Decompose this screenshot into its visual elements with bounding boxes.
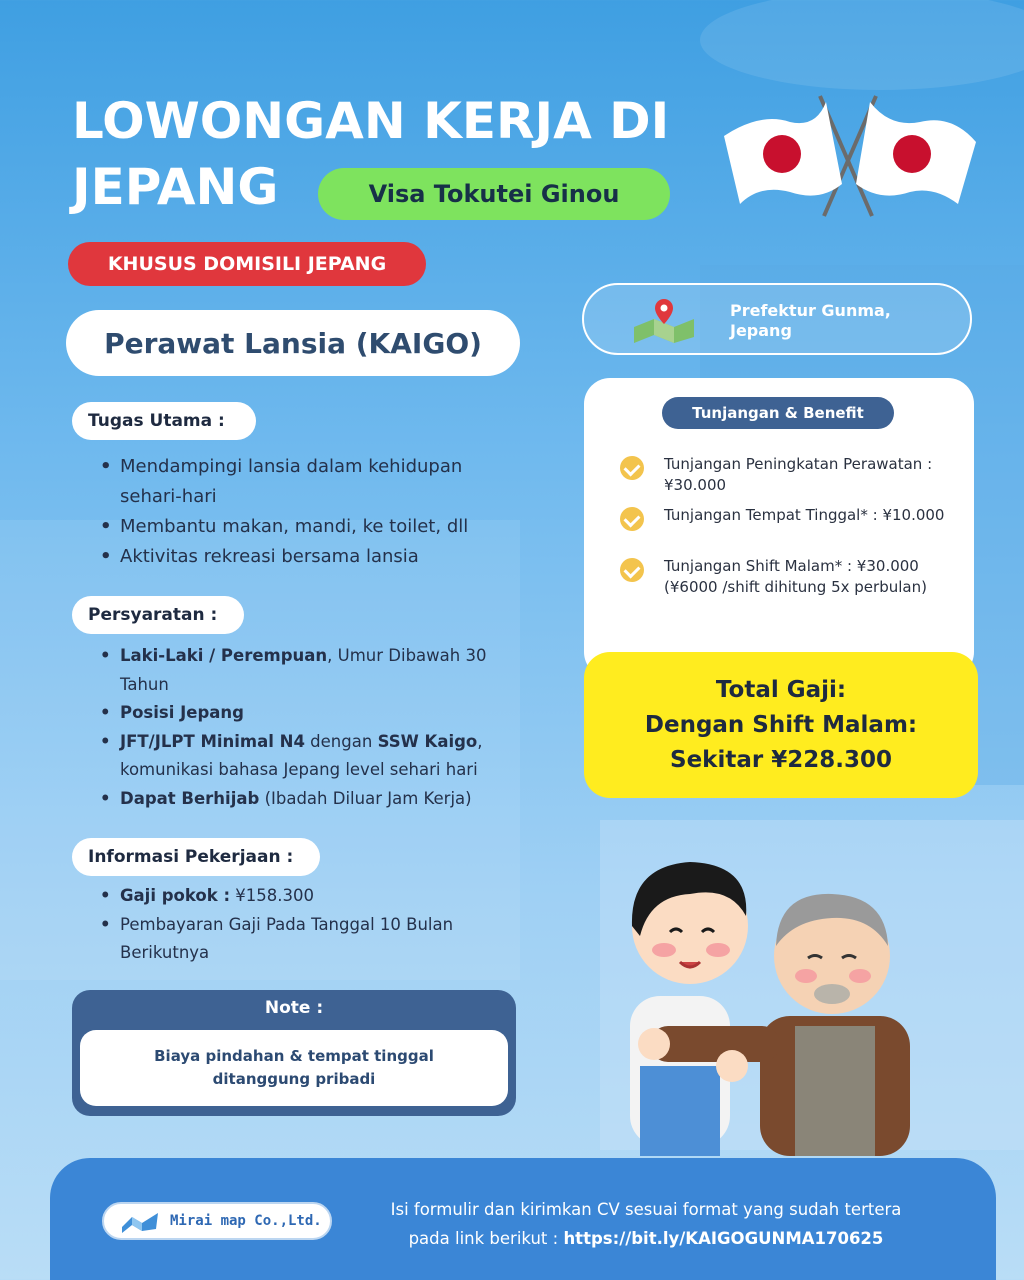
location-badge (582, 283, 972, 355)
tugas-list (98, 452, 518, 572)
list-item: • Dapat Berhijab (Ibadah Diluar Jam Kerja) (98, 785, 528, 814)
location-line2: Jepang (730, 321, 792, 340)
company-logo-text: Mirai map Co.,Ltd. (170, 1213, 322, 1229)
company-logo (102, 1202, 332, 1240)
check-icon (620, 507, 644, 531)
page-title-line1: LOWONGAN KERJA DI (72, 92, 670, 150)
check-icon (620, 456, 644, 480)
list-item: • Laki-Laki / Perempuan, Umur Dibawah 30 Tahun (98, 642, 528, 699)
total-line2: Dengan Shift Malam: (644, 711, 918, 738)
caregiver-illustration (610, 836, 910, 1156)
note-text: Biaya pindahan & tempat tinggal ditanggung pribadi (80, 1030, 508, 1106)
informasi-list (98, 882, 518, 968)
list-item: • Mendampingi lansia dalam kehidupan sehari-hari (98, 452, 518, 512)
list-item: • JFT/JLPT Minimal N4 dengan SSW Kaigo, komunikasi bahasa Jepang level sehari hari (98, 728, 528, 785)
benefit-heading: Tunjangan & Benefit (662, 397, 894, 429)
persyaratan-list (98, 642, 528, 813)
footer-instructions: Isi formulir dan kirimkan CV sesuai format yang sudah tertera pada link berikut : https://bit.ly/KAIGOGUNMA170625 (390, 1200, 902, 1248)
total-line3: Sekitar ¥228.300 (670, 746, 892, 773)
location-line1: Prefektur Gunma, (730, 301, 891, 320)
note-title: Note : (264, 998, 324, 1018)
visa-badge: Visa Tokutei Ginou (318, 168, 670, 220)
list-item: • Aktivitas rekreasi bersama lansia (98, 542, 518, 572)
total-line1: Total Gaji: (715, 676, 847, 703)
list-item: • Gaji pokok : ¥158.300 (98, 882, 518, 911)
list-item: • Pembayaran Gaji Pada Tanggal 10 Bulan Berikutnya (98, 911, 518, 968)
list-item: • Posisi Jepang (98, 699, 528, 728)
tugas-heading: Tugas Utama : (72, 402, 256, 440)
domisili-badge: KHUSUS DOMISILI JEPANG (68, 242, 426, 286)
persyaratan-heading: Persyaratan : (72, 596, 244, 634)
total-salary-card (584, 652, 978, 798)
informasi-heading: Informasi Pekerjaan : (72, 838, 320, 876)
check-icon (620, 558, 644, 582)
list-item: • Membantu makan, mandi, ke toilet, dll (98, 512, 518, 542)
note-box (72, 990, 516, 1116)
position-title: Perawat Lansia (KAIGO) (66, 310, 520, 376)
japan-flags-icon (720, 92, 980, 222)
map-logo-icon (120, 1211, 160, 1233)
map-pin-icon (630, 297, 700, 343)
application-link[interactable]: https://bit.ly/KAIGOGUNMA170625 (563, 1229, 884, 1248)
page-title-line2: JEPANG (72, 158, 279, 216)
